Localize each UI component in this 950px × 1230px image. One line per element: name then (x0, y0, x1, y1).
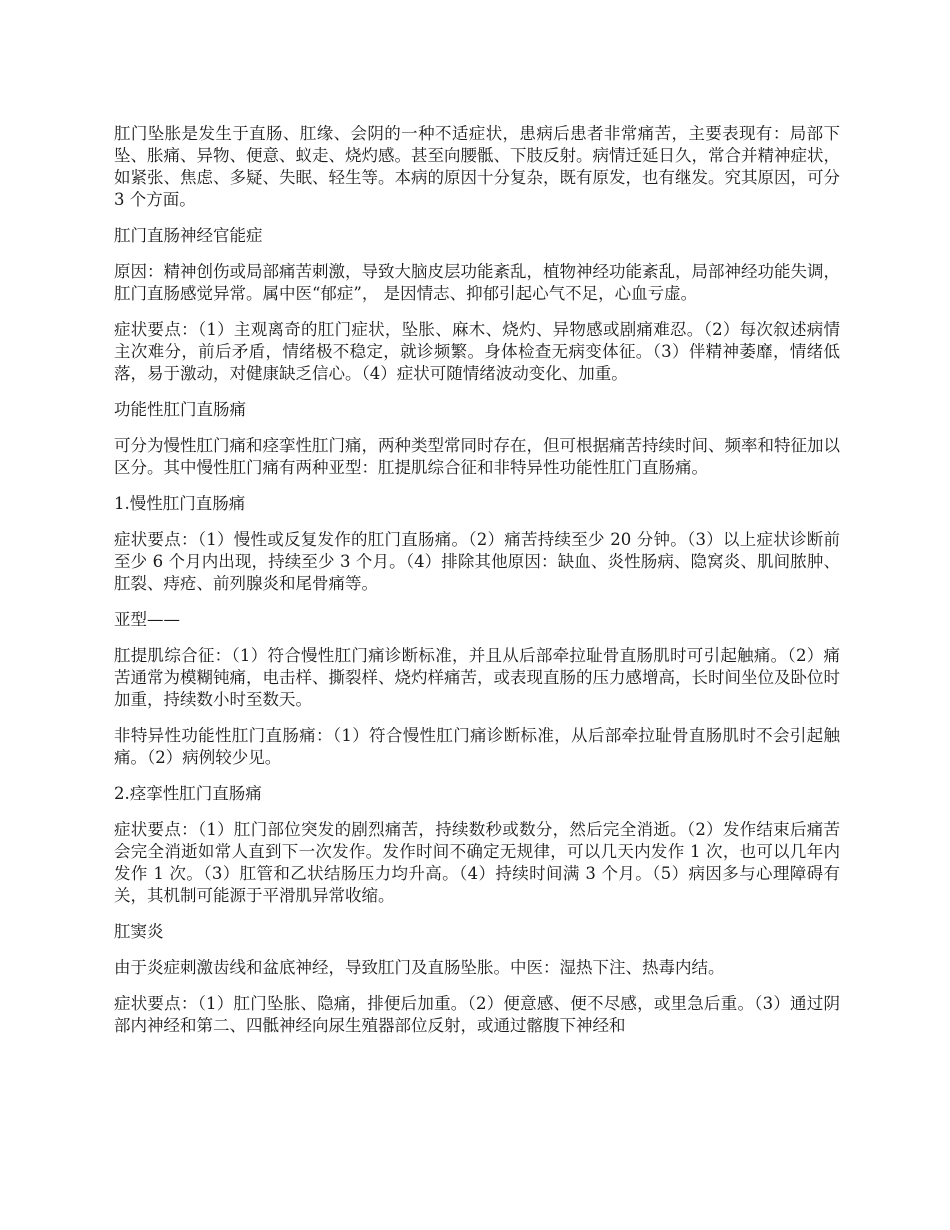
neurosis-symptoms-paragraph: 症状要点：（1）主观离奇的肛门症状，坠胀、麻木、烧灼、异物感或剧痛难忍。（2）每次叙述病情主次难分，前后矛盾，情绪极不稳定，就诊频繁。身体检查无病变体征。（3）伴精神萎靡，情绪低落，易于激动，对健康缺乏信心。（4）症状可随情绪波动变化、加重。 (114, 320, 840, 383)
section-heading-cryptitis: 肛窦炎 (114, 922, 164, 941)
cryptitis-cause-paragraph: 由于炎症刺激齿线和盆底神经，导致肛门及直肠坠胀。中医：湿热下注、热毒内结。 (114, 958, 725, 977)
section-heading-functional-pain: 功能性肛门直肠痛 (114, 400, 246, 419)
chronic-pain-symptoms-paragraph: 症状要点：（1）慢性或反复发作的肛门直肠痛。（2）痛苦持续至少 20 分钟。（3）以上症状诊断前至少 6 个月内出现，持续至少 3 个月。（4）排除其他原因：缺血、炎性肠病、隐窝炎、肌间脓肿、肛裂、痔疮、前列腺炎和尾骨痛等。 (114, 530, 840, 593)
intro-paragraph: 肛门坠胀是发生于直肠、肛缘、会阴的一种不适症状，患病后患者非常痛苦，主要表现有：局部下坠、胀痛、异物、便意、蚁走、烧灼感。甚至向腰骶、下肢反射。病情迁延日久，常合并精神症状，如紧张、焦虑、多疑、失眠、轻生等。本病的原因十分复杂，既有原发，也有继发。究其原因，可分 3 个方面。 (114, 124, 840, 209)
neurosis-cause-paragraph: 原因：精神创伤或局部痛苦刺激，导致大脑皮层功能紊乱，植物神经功能紊乱，局部神经功能失调，肛门直肠感觉异常。属中医“郁症”， 是因情志、抑郁引起心气不足，心血亏虚。 (114, 262, 840, 303)
subsection-heading-spasm-pain: 2.痉挛性肛门直肠痛 (114, 784, 262, 803)
subtype-heading: 亚型—— (114, 610, 180, 629)
levator-syndrome-paragraph: 肛提肌综合征：（1）符合慢性肛门痛诊断标准，并且从后部牵拉耻骨直肠肌时可引起触痛。（2）痛苦通常为模糊钝痛，电击样、撕裂样、烧灼样痛苦，或表现直肠的压力感增高，长时间坐位及卧位时加重，持续数小时至数天。 (114, 646, 840, 709)
nonspecific-pain-paragraph: 非特异性功能性肛门直肠痛：（1）符合慢性肛门痛诊断标准，从后部牵拉耻骨直肠肌时不会引起触痛。（2）病例较少见。 (114, 726, 840, 767)
spasm-pain-symptoms-paragraph: 症状要点：（1）肛门部位突发的剧烈痛苦，持续数秒或数分，然后完全消逝。（2）发作结束后痛苦会完全消逝如常人直到下一次发作。发作时间不确定无规律，可以几天内发作 1 次，也可以几年内发作 1 次。（3）肛管和乙状结肠压力均升高。（4）持续时间满 3 个月。（5）病因多与心理障碍有关，其机制可能源于平滑肌异常收缩。 (114, 820, 840, 905)
document-body (114, 123, 840, 1051)
subsection-heading-chronic-pain: 1.慢性肛门直肠痛 (114, 494, 246, 513)
cryptitis-symptoms-paragraph: 症状要点：（1）肛门坠胀、隐痛，排便后加重。（2）便意感、便不尽感，或里急后重。（3）通过阴部内神经和第二、四骶神经向尿生殖器部位反射，或通过髂腹下神经和 (114, 994, 840, 1035)
functional-pain-paragraph: 可分为慢性肛门痛和痉挛性肛门痛，两种类型常同时存在，但可根据痛苦持续时间、频率和特征加以区分。其中慢性肛门痛有两种亚型：肛提肌综合征和非特异性功能性肛门直肠痛。 (114, 436, 840, 477)
section-heading-neurosis: 肛门直肠神经官能症 (114, 226, 263, 245)
